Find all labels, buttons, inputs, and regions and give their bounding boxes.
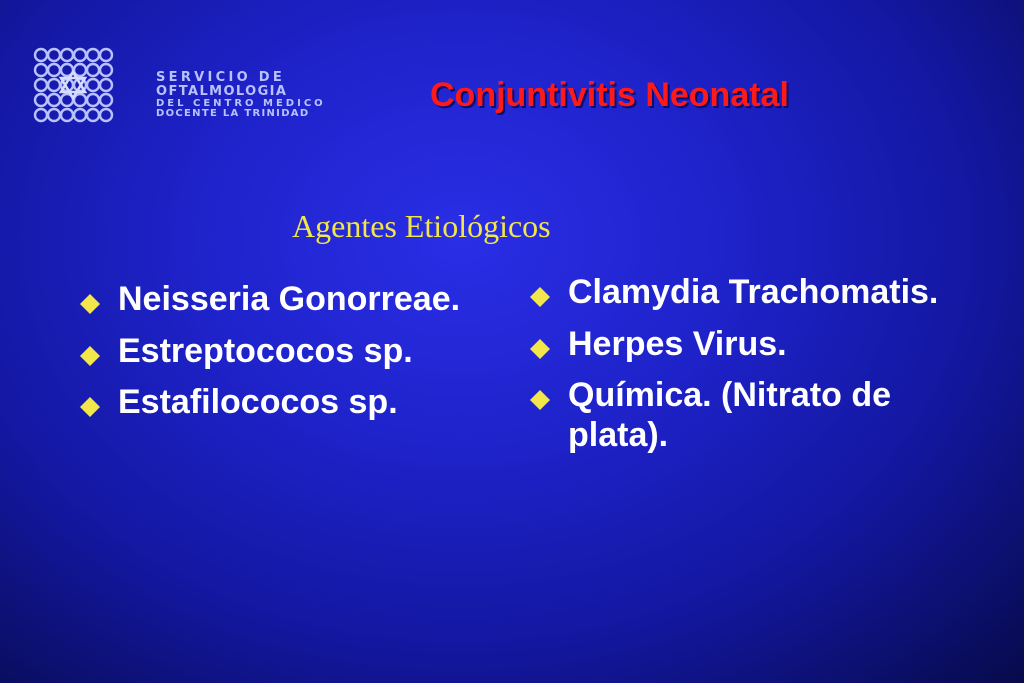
diamond-bullet-icon xyxy=(80,397,100,417)
list-item-text: Estafilococos sp. xyxy=(118,383,398,421)
logo-line-1: SERVICIO DE xyxy=(156,70,286,85)
list-item xyxy=(80,279,480,319)
logo-line-2: OFTALMOLOGIA xyxy=(156,84,288,99)
list-item xyxy=(530,375,990,455)
diamond-bullet-icon xyxy=(530,287,550,307)
institution-logo xyxy=(32,46,326,124)
slide-title: Conjuntivitis Neonatal xyxy=(430,76,789,114)
list-item-text: Clamydia Trachomatis. xyxy=(568,273,939,311)
logo-text xyxy=(156,71,326,119)
slide-subtitle: Agentes Etiológicos xyxy=(292,208,551,244)
left-bullet-list xyxy=(80,279,480,422)
ring-grid-star-icon xyxy=(32,46,122,124)
list-item xyxy=(530,324,990,364)
list-item-text: Estreptococos sp. xyxy=(118,332,413,370)
list-item xyxy=(80,331,480,371)
list-item-text: Química. (Nitrato de plata). xyxy=(568,376,892,454)
list-item xyxy=(80,382,480,422)
logo-line-4: DOCENTE LA TRINIDAD xyxy=(156,108,310,119)
diamond-bullet-icon xyxy=(530,390,550,410)
diamond-bullet-icon xyxy=(80,346,100,366)
right-bullet-list xyxy=(530,272,990,455)
list-item xyxy=(530,272,990,312)
diamond-bullet-icon xyxy=(530,339,550,359)
logo-line-3: DEL CENTRO MEDICO xyxy=(156,98,326,109)
list-item-text: Herpes Virus. xyxy=(568,325,787,363)
list-item-text: Neisseria Gonorreae. xyxy=(118,280,461,318)
diamond-bullet-icon xyxy=(80,294,100,314)
